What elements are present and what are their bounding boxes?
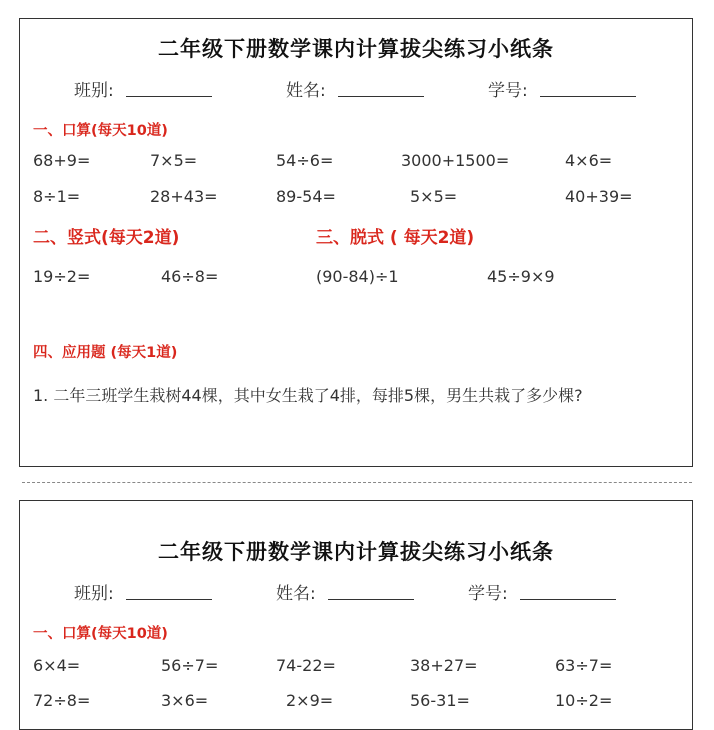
- class-field: [74, 76, 212, 101]
- number-field: [488, 76, 636, 101]
- name-field: [286, 76, 424, 101]
- name-blank[interactable]: [328, 598, 414, 600]
- oral-problem: 6×4=: [33, 656, 81, 675]
- oral-problem: 72÷8=: [33, 691, 91, 710]
- name-label: 姓名:: [286, 81, 326, 101]
- section-vertical: 二、竖式(每天2道): [33, 228, 180, 248]
- slip-title: 二年级下册数学课内计算拔尖练习小纸条: [158, 37, 554, 61]
- stepwise-problem: (90-84)÷1: [316, 267, 399, 286]
- oral-problem: 63÷7=: [555, 656, 613, 675]
- cut-line-divider: [22, 482, 692, 483]
- oral-problem: 3×6=: [161, 691, 209, 710]
- oral-problem: 28+43=: [150, 187, 218, 206]
- vertical-problem: 46÷8=: [161, 267, 219, 286]
- class-label: 班别:: [74, 81, 114, 101]
- class-blank[interactable]: [126, 95, 212, 97]
- practice-slip-2: [19, 500, 693, 730]
- oral-problem: 2×9=: [286, 691, 334, 710]
- vertical-problem: 19÷2=: [33, 267, 91, 286]
- class-label: 班别:: [74, 584, 114, 604]
- oral-problem: 7×5=: [150, 151, 198, 170]
- section-oral: 一、口算(每天10道): [33, 123, 168, 139]
- oral-problem: 5×5=: [410, 187, 458, 206]
- class-field: [74, 579, 212, 604]
- class-blank[interactable]: [126, 598, 212, 600]
- name-field: [276, 579, 414, 604]
- oral-problem: 3000+1500=: [401, 151, 510, 170]
- oral-problem: 38+27=: [410, 656, 478, 675]
- oral-problem: 56÷7=: [161, 656, 219, 675]
- oral-problem: 10÷2=: [555, 691, 613, 710]
- oral-problem: 68+9=: [33, 151, 91, 170]
- oral-problem: 8÷1=: [33, 187, 81, 206]
- number-blank[interactable]: [540, 95, 636, 97]
- number-blank[interactable]: [520, 598, 616, 600]
- name-blank[interactable]: [338, 95, 424, 97]
- section-word-problem: 四、应用题 (每天1道): [33, 345, 178, 361]
- oral-problem: 89-54=: [276, 187, 336, 206]
- oral-problem: 56-31=: [410, 691, 470, 710]
- name-label: 姓名:: [276, 584, 316, 604]
- oral-problem: 40+39=: [565, 187, 633, 206]
- number-label: 学号:: [468, 584, 508, 604]
- section-stepwise: 三、脱式 ( 每天2道): [316, 228, 475, 248]
- slip-title: 二年级下册数学课内计算拔尖练习小纸条: [158, 540, 554, 564]
- oral-problem: 54÷6=: [276, 151, 334, 170]
- oral-problem: 4×6=: [565, 151, 613, 170]
- section-oral: 一、口算(每天10道): [33, 626, 168, 642]
- stepwise-problem: 45÷9×9: [487, 267, 555, 286]
- number-field: [468, 579, 616, 604]
- oral-problem: 74-22=: [276, 656, 336, 675]
- practice-slip-1: [19, 18, 693, 467]
- word-problem: 1. 二年三班学生栽树44棵，其中女生栽了4排，每排5棵，男生共栽了多少棵?: [33, 386, 583, 405]
- number-label: 学号:: [488, 81, 528, 101]
